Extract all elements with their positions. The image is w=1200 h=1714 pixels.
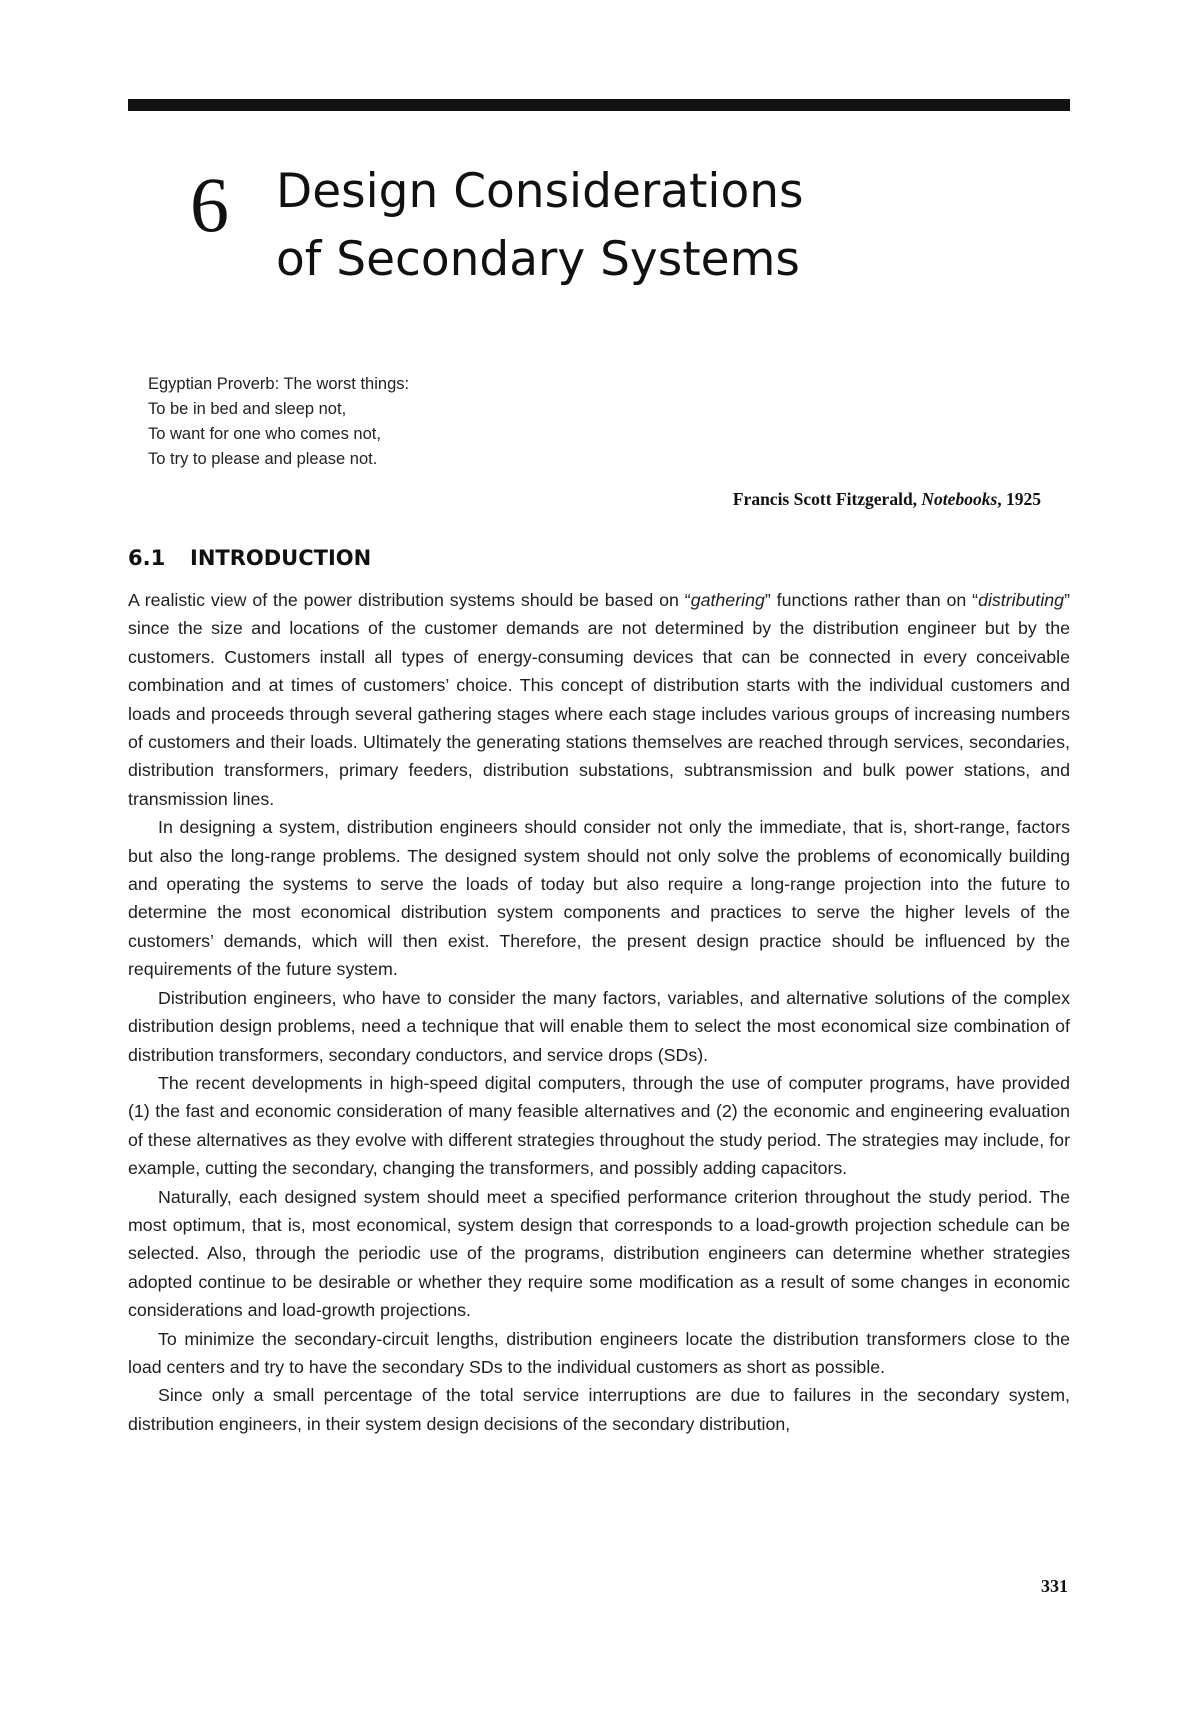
attribution-year: , 1925 (997, 489, 1041, 509)
chapter-title-line-1: Design Considerations (276, 164, 804, 219)
section-heading (128, 546, 371, 570)
epigraph-line: Egyptian Proverb: The worst things: (148, 375, 410, 393)
paragraph-3: Distribution engineers, who have to consider the many factors, variables, and alternative solutions of the complex distribution design problems, need a technique that will enable them to select the most economical size combination of distribution transformers, secondary conductors, and service drops (SDs). (128, 987, 1070, 1065)
epigraph (148, 372, 409, 472)
chapter-number: 6 (190, 161, 229, 248)
epigraph-line: To want for one who comes not, (148, 425, 381, 443)
attribution-work: Notebooks (921, 489, 998, 509)
emphasis-gathering: gathering (690, 590, 765, 610)
paragraph-text: A realistic view of the power distribution systems should be based on “ (128, 590, 691, 610)
section-number: 6.1 (128, 546, 166, 570)
epigraph-line: To try to please and please not. (148, 450, 378, 468)
paragraph-1 (128, 586, 1070, 813)
paragraph-text: ” functions rather than on “ (764, 590, 979, 610)
chapter-title-line-2: of Secondary Systems (276, 232, 800, 287)
epigraph-attribution (733, 489, 1041, 510)
epigraph-line: To be in bed and sleep not, (148, 400, 347, 418)
paragraph-4: The recent developments in high-speed digital computers, through the use of computer programs, have provided (1) the fast and economic consideration of many feasible alternatives and (2) the economic and engineering evaluation of these alternatives as they evolve with different strategies throughout the study period. The strategies may include, for example, cutting the secondary, changing the transformers, and possibly adding capacitors. (128, 1072, 1070, 1179)
section-title: INTRODUCTION (190, 546, 372, 570)
body-text (128, 586, 1070, 1438)
chapter-top-rule (128, 99, 1070, 111)
paragraph-7: Since only a small percentage of the total service interruptions are due to failures in the secondary system, distribution engineers, in their system design decisions of the secondary distribution, (128, 1385, 1070, 1434)
page-number: 331 (1041, 1576, 1068, 1596)
attribution-author: Francis Scott Fitzgerald, (732, 489, 922, 509)
chapter-title (276, 158, 804, 294)
paragraph-6: To minimize the secondary-circuit lengths, distribution engineers locate the distribution transformers close to the load centers and try to have the secondary SDs to the individual customers as short as possible. (128, 1328, 1070, 1377)
emphasis-distributing: distributing (978, 590, 1065, 610)
paragraph-5: Naturally, each designed system should meet a specified performance criterion throughout the study period. The most optimum, that is, most economical, system design that corresponds to a load-growth projection schedule can be selected. Also, through the periodic use of the programs, distribution engineers can determine whether strategies adopted continue to be desirable or whether they require some modification as a result of some changes in economic considerations and load-growth projections. (128, 1186, 1070, 1321)
paragraph-text: ” since the size and locations of the customer demands are not determined by the distribution engineer but by the customers. Customers install all types of energy-consuming devices that can be connected in every conceivable combination and at times of customers’ choice. This concept of distribution starts with the individual customers and loads and proceeds through several gathering stages where each stage includes various groups of increasing numbers of customers and their loads. Ultimately the generating stations themselves are reached through services, secondaries, distribution transformers, primary feeders, distribution substations, subtransmission and bulk power stations, and transmission lines. (128, 590, 1070, 809)
paragraph-2: In designing a system, distribution engineers should consider not only the immediate, that is, short-range, factors but also the long-range problems. The designed system should not only solve the problems of economically building and operating the systems to serve the loads of today but also require a long-range projection into the future to determine the most economical distribution system components and practices to serve the higher levels of the customers’ demands, which will then exist. Therefore, the present design practice should be influenced by the requirements of the future system. (128, 817, 1070, 980)
